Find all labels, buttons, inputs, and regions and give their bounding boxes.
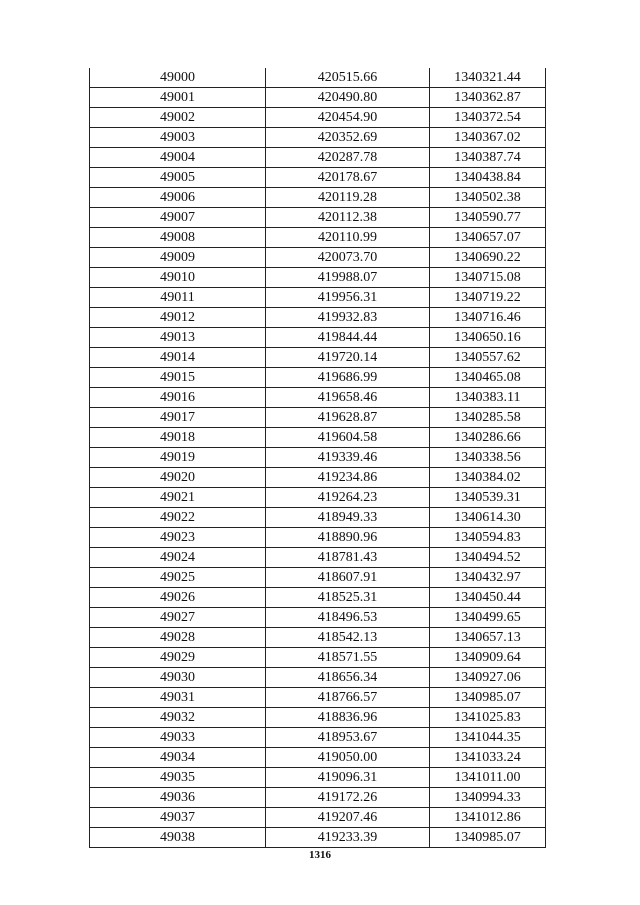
table-row [90, 288, 546, 308]
table-row [90, 148, 546, 168]
point-id-cell: 49027 [90, 608, 266, 628]
point-id-cell: 49023 [90, 528, 266, 548]
x-coordinate-cell: 419172.26 [266, 788, 430, 808]
x-coordinate-cell: 420490.80 [266, 88, 430, 108]
point-id-cell: 49037 [90, 808, 266, 828]
y-coordinate-cell: 1340657.13 [430, 628, 546, 648]
x-coordinate-cell: 419339.46 [266, 448, 430, 468]
table-row [90, 628, 546, 648]
x-coordinate-cell: 419844.44 [266, 328, 430, 348]
x-coordinate-cell: 419233.39 [266, 828, 430, 848]
point-id-cell: 49007 [90, 208, 266, 228]
y-coordinate-cell: 1341011.00 [430, 768, 546, 788]
table-row [90, 428, 546, 448]
table-row [90, 268, 546, 288]
y-coordinate-cell: 1340286.66 [430, 428, 546, 448]
x-coordinate-cell: 418496.53 [266, 608, 430, 628]
point-id-cell: 49004 [90, 148, 266, 168]
y-coordinate-cell: 1340994.33 [430, 788, 546, 808]
x-coordinate-cell: 419207.46 [266, 808, 430, 828]
y-coordinate-cell: 1340539.31 [430, 488, 546, 508]
x-coordinate-cell: 419050.00 [266, 748, 430, 768]
point-id-cell: 49008 [90, 228, 266, 248]
point-id-cell: 49029 [90, 648, 266, 668]
page-number: 1316 [309, 849, 331, 861]
y-coordinate-cell: 1340715.08 [430, 268, 546, 288]
y-coordinate-cell: 1340614.30 [430, 508, 546, 528]
table-row [90, 328, 546, 348]
y-coordinate-cell: 1340716.46 [430, 308, 546, 328]
x-coordinate-cell: 420110.99 [266, 228, 430, 248]
table-row [90, 168, 546, 188]
y-coordinate-cell: 1340985.07 [430, 828, 546, 848]
point-id-cell: 49006 [90, 188, 266, 208]
table-row [90, 608, 546, 628]
y-coordinate-cell: 1340502.38 [430, 188, 546, 208]
table-row [90, 188, 546, 208]
table-row [90, 468, 546, 488]
point-id-cell: 49001 [90, 88, 266, 108]
point-id-cell: 49009 [90, 248, 266, 268]
point-id-cell: 49025 [90, 568, 266, 588]
point-id-cell: 49020 [90, 468, 266, 488]
point-id-cell: 49015 [90, 368, 266, 388]
table-row [90, 648, 546, 668]
x-coordinate-cell: 420073.70 [266, 248, 430, 268]
table-row [90, 748, 546, 768]
point-id-cell: 49030 [90, 668, 266, 688]
y-coordinate-cell: 1341033.24 [430, 748, 546, 768]
x-coordinate-cell: 418766.57 [266, 688, 430, 708]
point-id-cell: 49028 [90, 628, 266, 648]
y-coordinate-cell: 1340384.02 [430, 468, 546, 488]
x-coordinate-cell: 420515.66 [266, 68, 430, 88]
point-id-cell: 49014 [90, 348, 266, 368]
table-row [90, 88, 546, 108]
y-coordinate-cell: 1340650.16 [430, 328, 546, 348]
x-coordinate-cell: 420454.90 [266, 108, 430, 128]
point-id-cell: 49018 [90, 428, 266, 448]
y-coordinate-cell: 1340909.64 [430, 648, 546, 668]
y-coordinate-cell: 1340432.97 [430, 568, 546, 588]
table-row [90, 68, 546, 88]
table-row [90, 588, 546, 608]
table-row [90, 548, 546, 568]
point-id-cell: 49026 [90, 588, 266, 608]
y-coordinate-cell: 1340657.07 [430, 228, 546, 248]
y-coordinate-cell: 1341025.83 [430, 708, 546, 728]
y-coordinate-cell: 1341012.86 [430, 808, 546, 828]
x-coordinate-cell: 419234.86 [266, 468, 430, 488]
table-row [90, 768, 546, 788]
y-coordinate-cell: 1340985.07 [430, 688, 546, 708]
x-coordinate-cell: 420287.78 [266, 148, 430, 168]
y-coordinate-cell: 1340387.74 [430, 148, 546, 168]
x-coordinate-cell: 419720.14 [266, 348, 430, 368]
x-coordinate-cell: 419956.31 [266, 288, 430, 308]
x-coordinate-cell: 419988.07 [266, 268, 430, 288]
y-coordinate-cell: 1340690.22 [430, 248, 546, 268]
table-row [90, 408, 546, 428]
y-coordinate-cell: 1340494.52 [430, 548, 546, 568]
point-id-cell: 49021 [90, 488, 266, 508]
point-id-cell: 49013 [90, 328, 266, 348]
y-coordinate-cell: 1340499.65 [430, 608, 546, 628]
x-coordinate-cell: 418571.55 [266, 648, 430, 668]
table-row [90, 808, 546, 828]
point-id-cell: 49000 [90, 68, 266, 88]
table-row [90, 708, 546, 728]
y-coordinate-cell: 1340362.87 [430, 88, 546, 108]
y-coordinate-cell: 1340367.02 [430, 128, 546, 148]
x-coordinate-cell: 419932.83 [266, 308, 430, 328]
point-id-cell: 49010 [90, 268, 266, 288]
point-id-cell: 49038 [90, 828, 266, 848]
point-id-cell: 49002 [90, 108, 266, 128]
point-id-cell: 49016 [90, 388, 266, 408]
x-coordinate-cell: 418656.34 [266, 668, 430, 688]
x-coordinate-cell: 420178.67 [266, 168, 430, 188]
x-coordinate-cell: 418607.91 [266, 568, 430, 588]
table-row [90, 128, 546, 148]
table-row [90, 528, 546, 548]
x-coordinate-cell: 419604.58 [266, 428, 430, 448]
y-coordinate-cell: 1340465.08 [430, 368, 546, 388]
y-coordinate-cell: 1340438.84 [430, 168, 546, 188]
y-coordinate-cell: 1341044.35 [430, 728, 546, 748]
point-id-cell: 49032 [90, 708, 266, 728]
table-row [90, 108, 546, 128]
table-row [90, 208, 546, 228]
point-id-cell: 49005 [90, 168, 266, 188]
coordinate-table-body [90, 68, 546, 848]
table-row [90, 668, 546, 688]
coordinate-table [89, 68, 546, 848]
x-coordinate-cell: 419686.99 [266, 368, 430, 388]
point-id-cell: 49024 [90, 548, 266, 568]
table-row [90, 308, 546, 328]
table-row [90, 828, 546, 848]
point-id-cell: 49031 [90, 688, 266, 708]
point-id-cell: 49034 [90, 748, 266, 768]
y-coordinate-cell: 1340372.54 [430, 108, 546, 128]
y-coordinate-cell: 1340594.83 [430, 528, 546, 548]
y-coordinate-cell: 1340590.77 [430, 208, 546, 228]
table-row [90, 568, 546, 588]
y-coordinate-cell: 1340383.11 [430, 388, 546, 408]
point-id-cell: 49011 [90, 288, 266, 308]
point-id-cell: 49035 [90, 768, 266, 788]
y-coordinate-cell: 1340557.62 [430, 348, 546, 368]
point-id-cell: 49003 [90, 128, 266, 148]
y-coordinate-cell: 1340321.44 [430, 68, 546, 88]
point-id-cell: 49012 [90, 308, 266, 328]
table-row [90, 688, 546, 708]
x-coordinate-cell: 418542.13 [266, 628, 430, 648]
x-coordinate-cell: 419658.46 [266, 388, 430, 408]
x-coordinate-cell: 418836.96 [266, 708, 430, 728]
table-row [90, 248, 546, 268]
point-id-cell: 49019 [90, 448, 266, 468]
x-coordinate-cell: 419628.87 [266, 408, 430, 428]
table-row [90, 348, 546, 368]
x-coordinate-cell: 418953.67 [266, 728, 430, 748]
x-coordinate-cell: 418890.96 [266, 528, 430, 548]
x-coordinate-cell: 419096.31 [266, 768, 430, 788]
table-row [90, 788, 546, 808]
y-coordinate-cell: 1340927.06 [430, 668, 546, 688]
table-row [90, 728, 546, 748]
y-coordinate-cell: 1340285.58 [430, 408, 546, 428]
point-id-cell: 49036 [90, 788, 266, 808]
table-row [90, 448, 546, 468]
y-coordinate-cell: 1340719.22 [430, 288, 546, 308]
table-row [90, 508, 546, 528]
x-coordinate-cell: 420112.38 [266, 208, 430, 228]
y-coordinate-cell: 1340338.56 [430, 448, 546, 468]
table-row [90, 388, 546, 408]
x-coordinate-cell: 418781.43 [266, 548, 430, 568]
table-row [90, 488, 546, 508]
x-coordinate-cell: 418949.33 [266, 508, 430, 528]
x-coordinate-cell: 420119.28 [266, 188, 430, 208]
y-coordinate-cell: 1340450.44 [430, 588, 546, 608]
table-row [90, 368, 546, 388]
x-coordinate-cell: 419264.23 [266, 488, 430, 508]
point-id-cell: 49033 [90, 728, 266, 748]
table-row [90, 228, 546, 248]
point-id-cell: 49017 [90, 408, 266, 428]
point-id-cell: 49022 [90, 508, 266, 528]
x-coordinate-cell: 418525.31 [266, 588, 430, 608]
x-coordinate-cell: 420352.69 [266, 128, 430, 148]
